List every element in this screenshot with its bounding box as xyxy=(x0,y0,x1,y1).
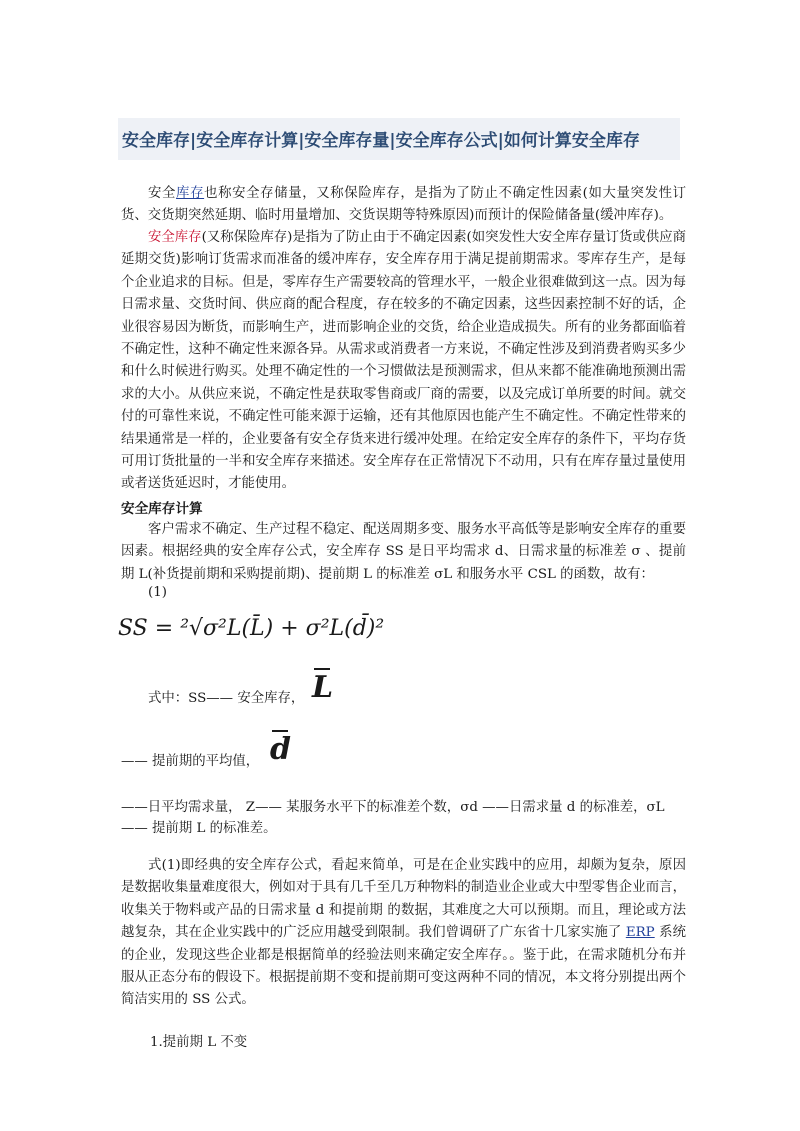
intro-paragraph xyxy=(121,183,686,228)
equation-number: (1) xyxy=(148,585,167,600)
safety-stock-keyword[interactable]: 安全库存 xyxy=(148,230,202,245)
erp-link[interactable]: ERP xyxy=(625,925,655,941)
practice-part1: 式(1)即经典的安全库存公式，看起来简单，可是在企业实践中的应用，却颇为复杂，原因是数据收集量难度很大，例如对于具有几千至几万种物料的制造业企业或大中型零售企业而言，收集关于物料或产品的日需求量 d 和提前期 的数据，其难度之大可以预期。而且，理论或方法越复杂，其在企业实践中的广泛应用越受到限制。我们曾调研了广东省十几家实施了 xyxy=(121,858,686,941)
legend-line-4: —— 提前期 L 的标准差。 xyxy=(121,821,277,836)
practice-paragraph xyxy=(121,855,686,1012)
intro-rest: 也称安全存储量，又称保险库存，是指为了防止不确定性因素(如大量突发性订货、交货期突然延期、临时用量增加、交货误期等特殊原因)而预计的保险储备量(缓冲库存)。 xyxy=(121,186,687,224)
safety-stock-formula xyxy=(118,616,384,641)
symbol-d: d xyxy=(270,732,291,767)
legend-line-2: —— 提前期的平均值， xyxy=(121,754,260,769)
legend-line-1: 式中：SS—— 安全库存， xyxy=(148,691,305,706)
legend-line-3: ——日平均需求量， Z—— 某服务水平下的标准差个数，σd ——日需求量 d 的标准差，σL xyxy=(121,800,665,815)
inventory-link[interactable]: 库存 xyxy=(176,186,205,201)
definition-paragraph xyxy=(121,227,686,496)
definition-rest: (又称保险库存)是指为了防止由于不确定因素(如突发性大安全库存量订货或供应商延期交货)影响订货需求而准备的缓冲库存，安全库存用于满足提前期需求。零库存生产，是每个企业追求的目标。但是，零库存生产需要较高的管理水平，一般企业很难做到这一点。因为每日需求量、交货时间、供应商的配合程度，存在较多的不确定因素，这些因素控制不好的话，企业很容易因为断货，而影响生产，进而影响企业的交货，给企业造成损失。所有的业务都面临着不确定性，这种不确定性来源各异。从需求或消费者一方来说，不确定性涉及到消费者购买多少和什么时候进行购买。处理不确定性的一个习惯做法是预测需求，但从来都不能准确地预测出需求的大小。从供应来说，不确定性是获取零售商或厂商的需要，以及完成订单所要的时间。就交付的可靠性来说，不确定性可能来源于运输，还有其他原因也能产生不确定性。不确定性带来的结果通常是一样的，企业要备有安全存货来进行缓冲处理。在给定安全库存的条件下，平均存货可用订货批量的一半和安全库存来描述。安全库存在正常情况下不动用，只有在库存量过量使用或者送货延迟时，才能使用。 xyxy=(121,230,687,492)
subheading-lead-time: 1.提前期 L 不变 xyxy=(150,1035,248,1050)
section-body: 客户需求不确定、生产过程不稳定、配送周期多变、服务水平高低等是影响安全库存的重要因素。根据经典的安全库存公式，安全库存 SS 是日平均需求 d、日需求量的标准差 σ 、提前期 L(补货提前期和采购提前期)、提前期 L 的标准差 σL 和服务水平 CSL 的函数，故有： xyxy=(121,522,686,582)
section-heading: 安全库存计算 xyxy=(121,501,203,517)
page-title: 安全库存|安全库存计算|安全库存量|安全库存公式|如何计算安全库存 xyxy=(122,131,640,151)
practice-part2: 系统的企业，发现这些企业都是根据简单的经验法则来确定安全库存。。鉴于此，在需求随机分布并服从正态分布的假设下。根据提前期不变和提前期可变这两种不同的情况，本文将分别提出两个简洁实用的 SS 公式。 xyxy=(121,925,686,1008)
intro-prefix: 安全 xyxy=(148,186,177,201)
symbol-l: L xyxy=(312,670,334,705)
formula-lhs: SS xyxy=(118,616,148,641)
formula-rhs: = ²√σ²L(L̄) + σ²L(d̄)² xyxy=(154,616,385,641)
